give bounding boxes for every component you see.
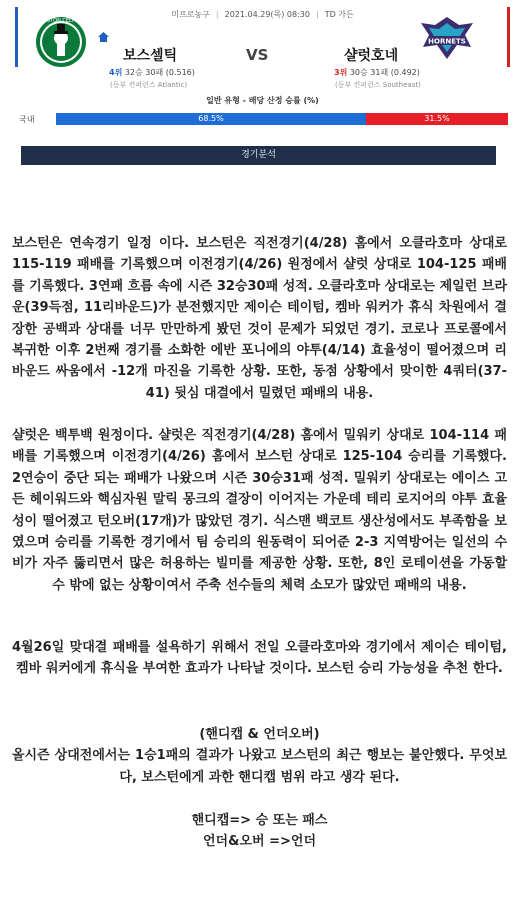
match-meta: 미프로농구 | 2021.04.29(목) 08:30 | TD 가든 [171, 10, 354, 19]
away-odds-bar [366, 113, 508, 125]
handicap-paragraph: 올시즌 상대전에서는 1승1패의 결과가 나왔고 보스턴의 최근 행보는 불안했다. 무엇보다, 보스턴에게 과한 핸디캡 범위 라고 생각 된다. [12, 748, 507, 785]
league-label: 미프로농구 [171, 10, 210, 19]
away-odds-pct: 31.5% [424, 114, 450, 123]
handicap-section [12, 724, 507, 788]
home-team-name: 보스셀틱 [123, 48, 178, 64]
odds-label: 국내 [19, 115, 35, 124]
pick-over-under: 언더&오버 =>언더 [203, 834, 316, 850]
article-paragraph-prediction: 4월26일 맞대결 패배를 설욕하기 위해서 전일 오클라호마와 경기에서 제이슨 테이텀, 켐바 워커에게 휴식을 부여한 효과가 나타날 것이다. 보스턴 승리 가능성을 추천 한다. [12, 640, 507, 677]
home-record [109, 67, 195, 78]
hornets-logo [419, 15, 475, 61]
home-odds-bar [56, 113, 366, 125]
article-body [12, 233, 507, 853]
picks-section [12, 810, 507, 853]
article-paragraph-boston: 보스턴은 연속경기 일정 이다. 보스턴은 직전경기(4/28) 홈에서 오클라호마 상대로 115-119 패배를 기록했으며 이전경기(4/26) 원정에서 샬럿 상대로 104-125 패배를 기록했다. 3연패 흐름 속에 시즌 32승30패 성적. 오클라호마 상대로는 제일런 브라운(39득점, 11리바운드)가 분전했지만 제이슨 테이텀, 켐바 워커가 휴식 차원에서 결장한 공백과 상대를 너무 만만하게 봤던 것이 문제가 되었던 경기. 코로나 프로콜에서 복귀한 이후 2번째 경기를 소화한 에반 포니에의 야투(4/14) 효율성이 떨어졌으며 리바운드 싸움에서 -12개 마진을 기록한 상황. 또한, 동점 상황에서 맞이한 4쿼터(37-41) 뒷심 대결에서 밀렸던 패배의 내용. [12, 236, 507, 401]
away-record-value: 30승 31패 (0.492) [349, 68, 420, 77]
venue-label: TD 가든 [324, 10, 354, 19]
article-paragraph-charlotte: 샬럿은 백투백 원정이다. 샬럿은 직전경기(4/28) 홈에서 밀워키 상대로 104-114 패배를 기록했으며 이전경기(4/26) 홈에서 보스턴 상대로 125-104 승리를 기록했다. 2연승이 중단 되는 패배가 나왔으며 시즌 30승31패 성적. 밀워키 상대로는 에이스 고든 헤이워드와 핵심자원 말릭 몽크의 결장이 이어지는 가운데 테리 로지어의 야투 효율성이 떨어졌고 턴오버(17개)가 많았던 경기. 식스맨 백코트 생산성에서도 부족함을 보였으며 승리를 기록한 경기에서 팀 승리의 원동력이 되어준 2-3 지역방어는 일선의 수비가 자주 뚫리면서 많은 허용하는 빌미를 제공한 상황. 또한, 8인 로테이션을 가동할수 밖에 없는 상황이여서 주축 선수들의 체력 소모가 많았던 패배의 내용. [12, 428, 507, 593]
match-card [15, 5, 510, 131]
pick-handicap: 핸디캡=> 승 또는 패스 [191, 813, 328, 828]
away-rank: 3위 [334, 68, 348, 77]
away-conference: (동부 컨퍼런스 Southeast) [335, 81, 421, 89]
away-team-name: 샬럿호네 [344, 48, 399, 64]
home-icon [98, 32, 109, 42]
celtics-logo [35, 14, 87, 70]
hornets-logo-text: HORNETS [428, 37, 466, 46]
celtics-logo-text: BOSTON CELTICS [39, 18, 83, 24]
vs-label: VS [246, 46, 269, 64]
match-datetime: 2021.04.29(목) 08:30 [224, 10, 310, 19]
handicap-title: (핸디캡 & 언더오버) [199, 727, 320, 742]
home-rank: 4위 [109, 68, 123, 77]
odds-bar-track [56, 113, 508, 125]
home-odds-pct: 68.5% [198, 114, 224, 123]
home-record-value: 32승 30패 (0.516) [124, 68, 195, 77]
away-record [334, 67, 420, 78]
tab-game-analysis[interactable]: 경기분석 [21, 146, 496, 165]
odds-bar-row [15, 113, 510, 125]
home-conference: (동부 컨퍼런스 Atlantic) [110, 81, 188, 89]
odds-title: 일반 유형 - 배당 산정 승률 (%) [206, 96, 319, 105]
